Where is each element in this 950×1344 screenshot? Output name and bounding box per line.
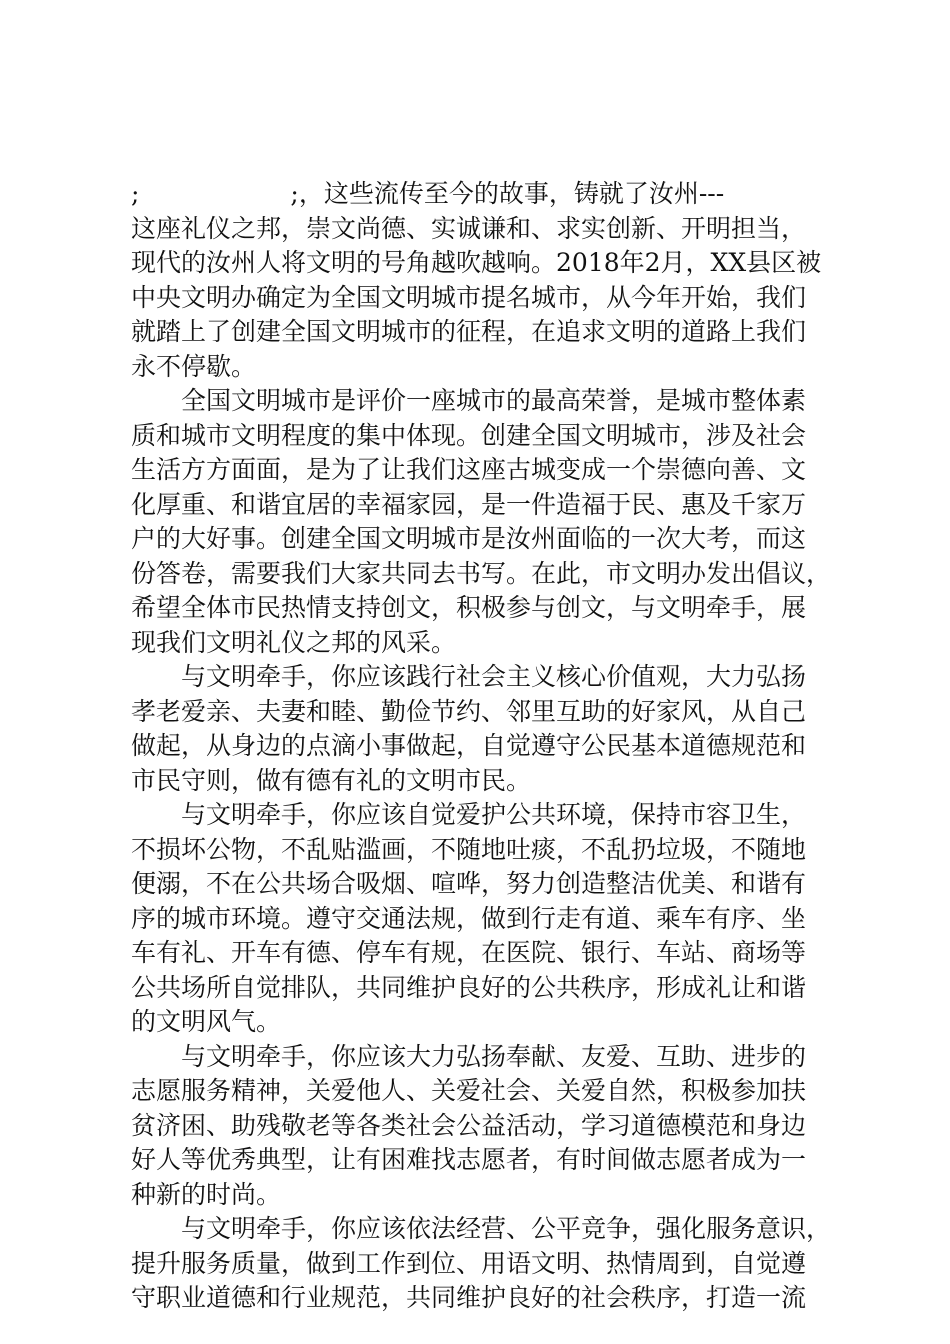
text-line: ; ;，这些流传至今的故事，铸就了汝州---: [131, 179, 725, 208]
text-line: 公共场所自觉排队，共同维护良好的公共秩序，形成礼让和谐: [131, 972, 807, 1002]
text-line: 希望全体市民热情支持创文，积极参与创文，与文明牵手，展: [131, 593, 807, 622]
text-line: 做起，从身边的点滴小事做起，自觉遵守公民基本道德规范和: [131, 731, 807, 760]
text-line: 市民守则，做有德有礼的文明市民。: [131, 765, 532, 795]
text-line: 与文明牵手，你应该践行社会主义核心价值观，大力弘扬: [131, 662, 807, 691]
text-line: 永不停歇。: [131, 351, 257, 381]
text-line: 与文明牵手，你应该自觉爱护公共环境，保持市容卫生，: [131, 800, 807, 829]
text-line: 这座礼仪之邦，崇文尚德、实诚谦和、求实创新、开明担当，: [131, 213, 807, 243]
text-line: 化厚重、和谐宜居的幸福家园，是一件造福于民、惠及千家万: [131, 489, 807, 519]
text-line: 中央文明办确定为全国文明城市提名城市，从今年开始，我们: [131, 282, 807, 312]
text-line: 守职业道德和行业规范，共同维护良好的社会秩序，打造一流: [131, 1283, 807, 1312]
text-line: 种新的时尚。: [131, 1179, 282, 1209]
text-line: 好人等优秀典型，让有困难找志愿者，有时间做志愿者成为一: [131, 1145, 807, 1174]
text-line: 就踏上了创建全国文明城市的征程，在追求文明的道路上我们: [131, 317, 807, 346]
text-line: 份答卷，需要我们大家共同去书写。在此，市文明办发出倡议，: [131, 558, 832, 588]
text-line: 与文明牵手，你应该依法经营、公平竞争，强化服务意识，: [131, 1214, 832, 1243]
document-body: [131, 177, 831, 1316]
text-line: 便溺，不在公共场合吸烟、喧哗，努力创造整洁优美、和谐有: [131, 869, 807, 898]
text-line: 提升服务质量，做到工作到位、用语文明、热情周到，自觉遵: [131, 1248, 807, 1278]
text-line: 现代的汝州人将文明的号角越吹越响。2018年2月，XX县区被: [131, 248, 822, 277]
text-line: 序的城市环境。遵守交通法规，做到行走有道、乘车有序、坐: [131, 903, 807, 933]
text-line: 与文明牵手，你应该大力弘扬奉献、友爱、互助、进步的: [131, 1041, 807, 1071]
text-line: 不损坏公物，不乱贴滥画，不随地吐痰，不乱扔垃圾，不随地: [131, 834, 807, 864]
text-line: 贫济困、助残敬老等各类社会公益活动，学习道德模范和身边: [131, 1110, 807, 1140]
text-line: 生活方方面面，是为了让我们这座古城变成一个崇德向善、文: [131, 455, 807, 484]
text-line: 车有礼、开车有德、停车有规，在医院、银行、车站、商场等: [131, 938, 807, 967]
text-line: 孝老爱亲、夫妻和睦、勤俭节约、邻里互助的好家风，从自己: [131, 696, 807, 726]
text-line: 的文明风气。: [131, 1007, 282, 1036]
text-line: 质和城市文明程度的集中体现。创建全国文明城市，涉及社会: [131, 420, 807, 450]
text-line: 志愿服务精神，关爱他人、关爱社会、关爱自然，积极参加扶: [131, 1076, 807, 1105]
text-line: 户的大好事。创建全国文明城市是汝州面临的一次大考，而这: [131, 524, 807, 553]
text-line: 现我们文明礼仪之邦的风采。: [131, 627, 457, 657]
text-line: 全国文明城市是评价一座城市的最高荣誉，是城市整体素: [131, 386, 807, 415]
